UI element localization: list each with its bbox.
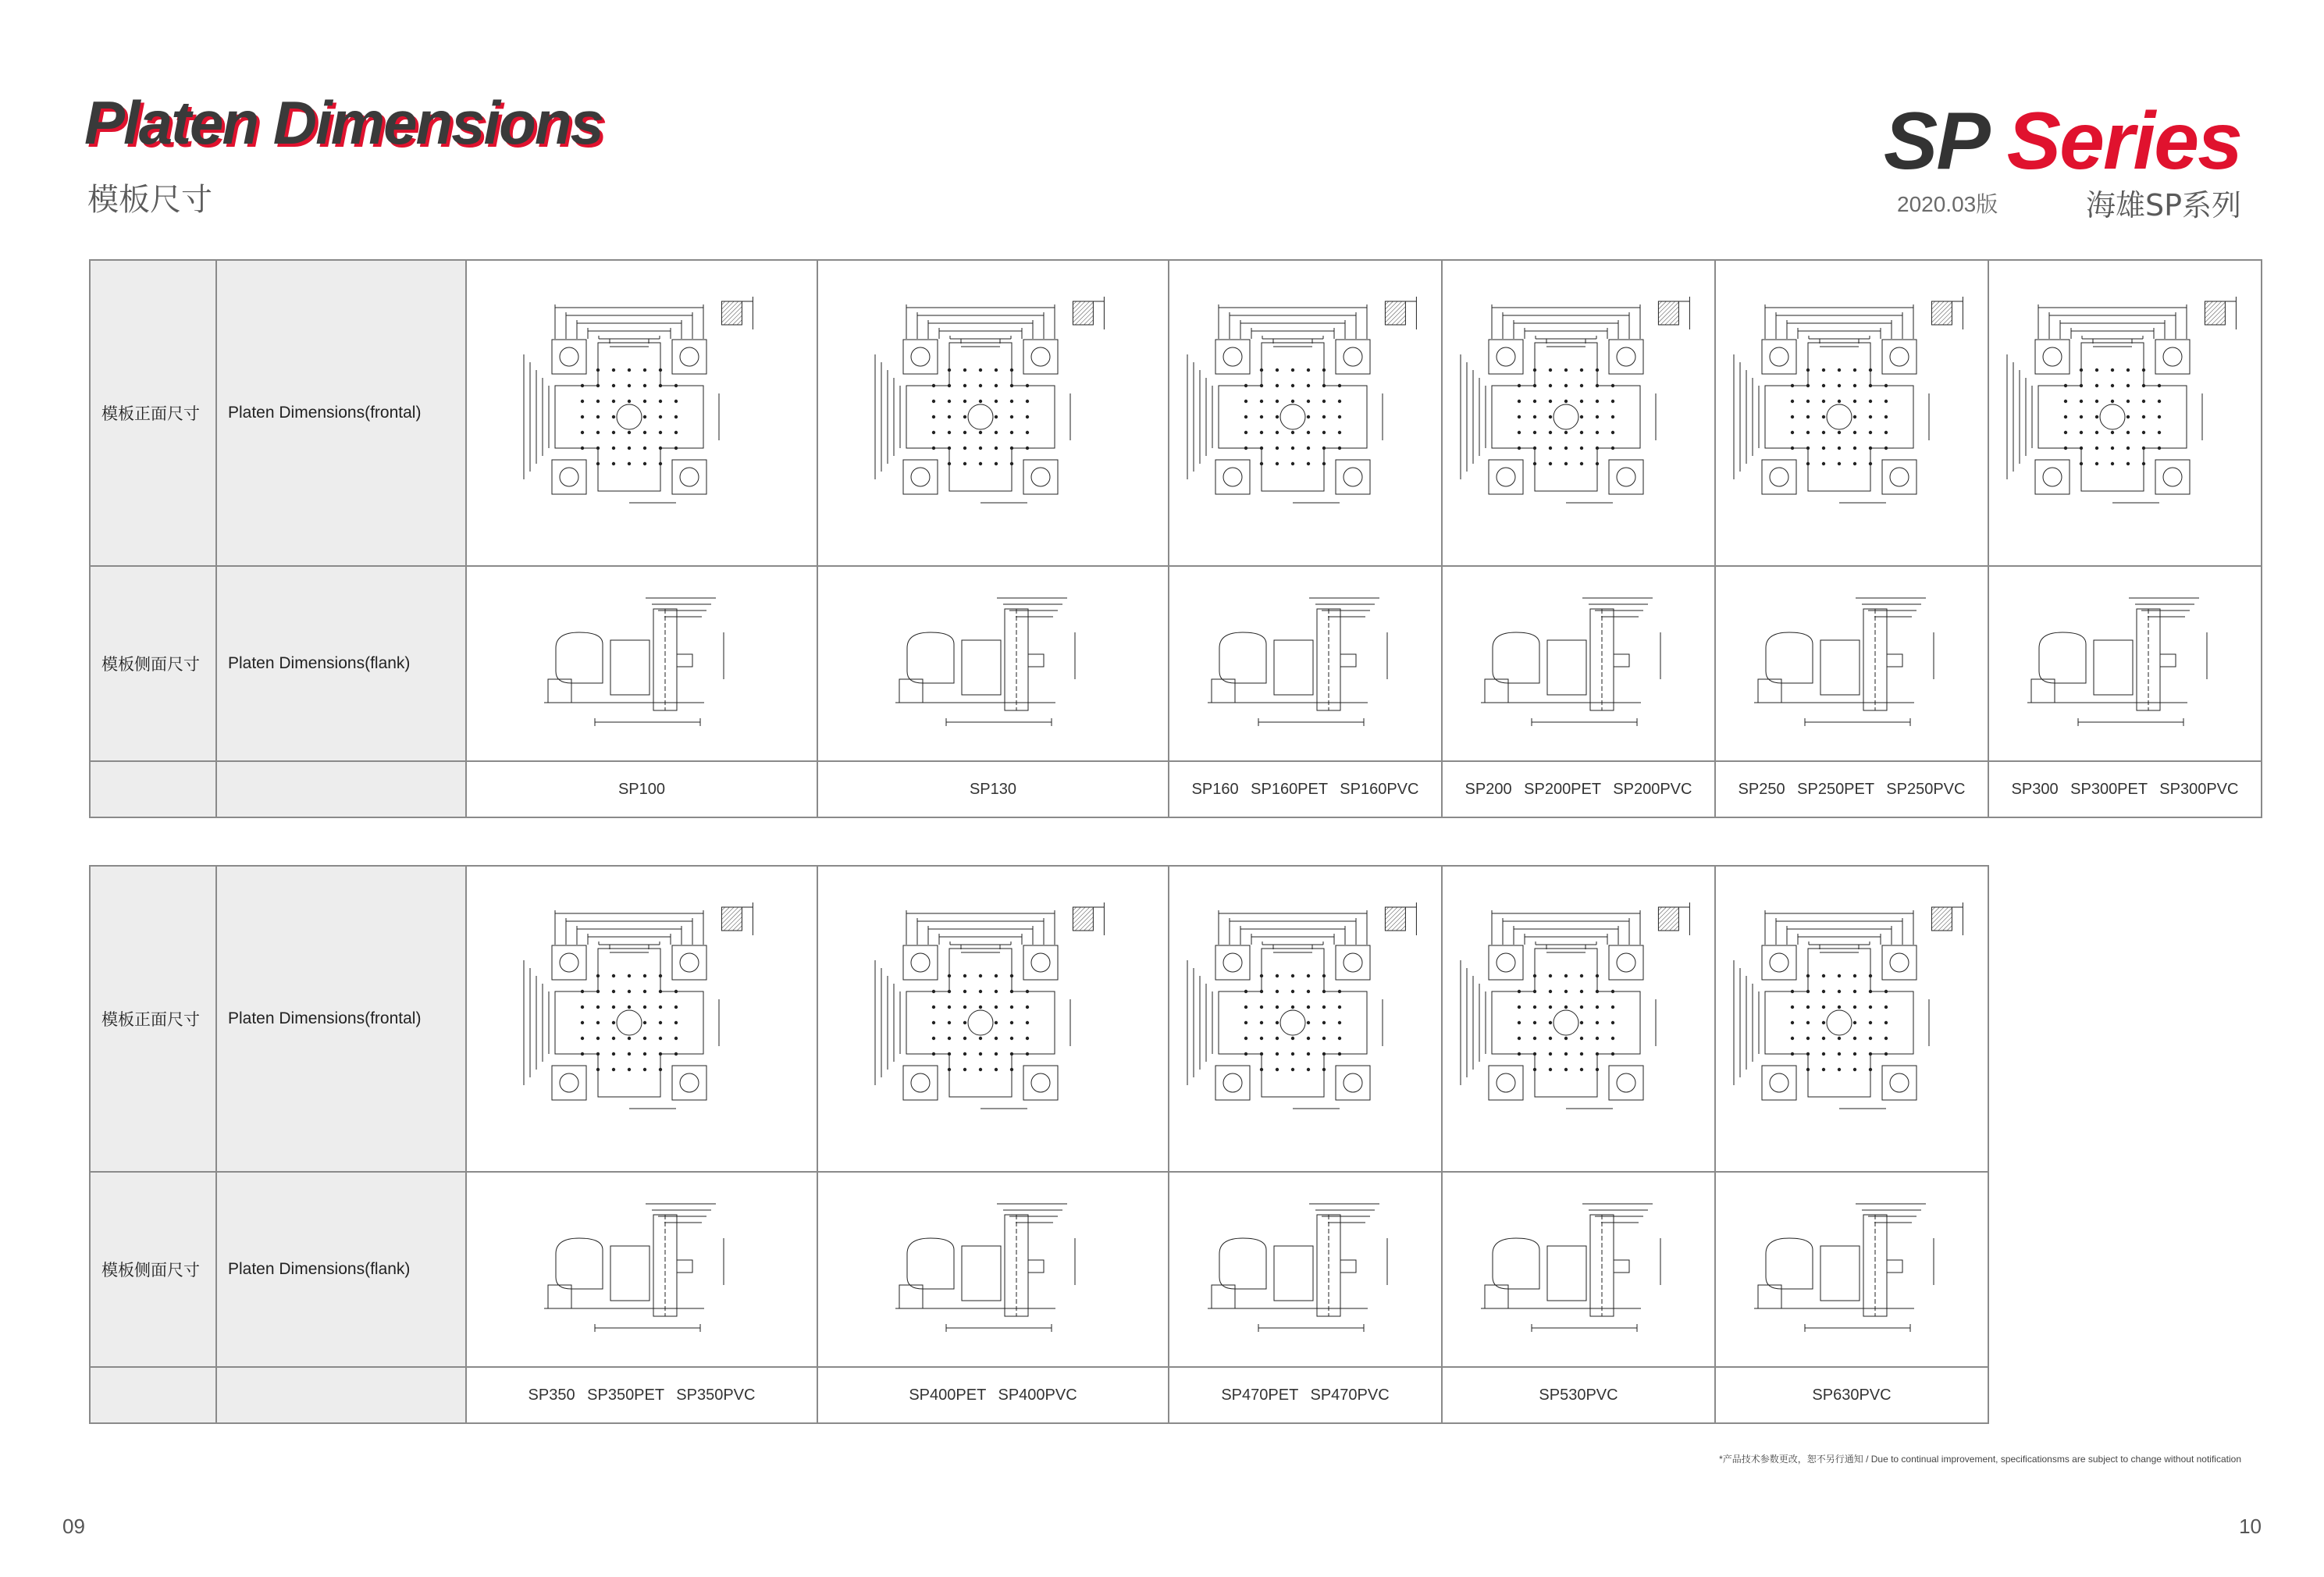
spec-table-2 xyxy=(89,865,1989,1424)
frontal-drawing xyxy=(817,866,1169,1172)
flank-label-en: Platen Dimensions(flank) xyxy=(216,566,466,761)
brand-prefix: SP xyxy=(1883,96,1986,187)
flank-drawing xyxy=(1169,1172,1442,1367)
model-name: SP130 xyxy=(817,761,1169,817)
model-name: SP630PVC xyxy=(1715,1367,1988,1423)
flank-drawing xyxy=(466,1172,817,1367)
frontal-platen-sketch xyxy=(1180,890,1430,1148)
model-label-empty xyxy=(216,761,466,817)
flank-drawing xyxy=(466,566,817,761)
flank-label-en: Platen Dimensions(flank) xyxy=(216,1172,466,1367)
frontal-platen-sketch xyxy=(1454,890,1703,1148)
brand-suffix: Series xyxy=(2006,96,2241,187)
frontal-drawing xyxy=(1715,866,1988,1172)
page-number-right: 10 xyxy=(2239,1515,2262,1538)
frontal-drawing xyxy=(1988,260,2262,566)
frontal-platen-sketch xyxy=(1727,284,1977,542)
frontal-drawing xyxy=(1169,866,1442,1172)
model-name: SP250 SP250PET SP250PVC xyxy=(1715,761,1988,817)
flank-drawing xyxy=(1442,1172,1715,1367)
flank-row xyxy=(90,1172,1988,1367)
flank-platen-sketch xyxy=(1180,1191,1430,1347)
frontal-row xyxy=(90,260,2262,566)
frontal-platen-sketch xyxy=(1727,890,1977,1148)
frontal-drawing xyxy=(1442,260,1715,566)
flank-platen-sketch xyxy=(868,1191,1118,1347)
model-name: SP160 SP160PET SP160PVC xyxy=(1169,761,1442,817)
brand-logo xyxy=(1884,95,2241,188)
frontal-platen-sketch xyxy=(1180,284,1430,542)
frontal-label-zh: 模板正面尺寸 xyxy=(90,866,216,1172)
frontal-drawing xyxy=(1715,260,1988,566)
page-title-zh: 模板尺寸 xyxy=(87,182,212,218)
flank-platen-sketch xyxy=(1454,1191,1703,1347)
frontal-platen-sketch xyxy=(868,890,1118,1148)
flank-platen-sketch xyxy=(868,586,1118,742)
flank-platen-sketch xyxy=(1727,586,1977,742)
flank-drawing xyxy=(1169,566,1442,761)
frontal-label-zh: 模板正面尺寸 xyxy=(90,260,216,566)
model-label-empty xyxy=(216,1367,466,1423)
flank-drawing xyxy=(817,1172,1169,1367)
model-name: SP530PVC xyxy=(1442,1367,1715,1423)
flank-platen-sketch xyxy=(517,1191,767,1347)
flank-drawing xyxy=(1442,566,1715,761)
model-label-empty xyxy=(90,761,216,817)
flank-drawing xyxy=(817,566,1169,761)
page-title: Platen Dimensions xyxy=(84,88,603,157)
edition-label: 2020.03版 xyxy=(1897,192,1998,216)
flank-platen-sketch xyxy=(1727,1191,1977,1347)
model-name: SP400PET SP400PVC xyxy=(817,1367,1169,1423)
frontal-label-en: Platen Dimensions(frontal) xyxy=(216,260,466,566)
frontal-drawing xyxy=(817,260,1169,566)
flank-label-zh: 模板侧面尺寸 xyxy=(90,566,216,761)
spec-table-1 xyxy=(89,259,2262,818)
frontal-platen-sketch xyxy=(868,284,1118,542)
flank-label-zh: 模板侧面尺寸 xyxy=(90,1172,216,1367)
model-name: SP200 SP200PET SP200PVC xyxy=(1442,761,1715,817)
frontal-row xyxy=(90,866,1988,1172)
flank-platen-sketch xyxy=(517,586,767,742)
model-name: SP470PET SP470PVC xyxy=(1169,1367,1442,1423)
flank-platen-sketch xyxy=(2000,586,2250,742)
flank-drawing xyxy=(1715,1172,1988,1367)
frontal-drawing xyxy=(466,260,817,566)
model-name: SP350 SP350PET SP350PVC xyxy=(466,1367,817,1423)
flank-drawing xyxy=(1988,566,2262,761)
model-row xyxy=(90,761,2262,817)
model-name: SP100 xyxy=(466,761,817,817)
model-label-empty xyxy=(90,1367,216,1423)
page-number-left: 09 xyxy=(62,1515,85,1538)
flank-platen-sketch xyxy=(1454,586,1703,742)
frontal-drawing xyxy=(1169,260,1442,566)
frontal-platen-sketch xyxy=(1454,284,1703,542)
frontal-drawing xyxy=(466,866,817,1172)
flank-platen-sketch xyxy=(1180,586,1430,742)
model-row xyxy=(90,1367,1988,1423)
brand-zh: 海雄SP系列 xyxy=(2085,188,2241,222)
model-name: SP300 SP300PET SP300PVC xyxy=(1988,761,2262,817)
frontal-drawing xyxy=(1442,866,1715,1172)
disclaimer-note: *产品技术参数更改，恕不另行通知 / Due to continual improvement, specificationsms are subject to change without notification xyxy=(1719,1454,2241,1465)
frontal-platen-sketch xyxy=(517,284,767,542)
flank-row xyxy=(90,566,2262,761)
frontal-platen-sketch xyxy=(2000,284,2250,542)
frontal-platen-sketch xyxy=(517,890,767,1148)
frontal-label-en: Platen Dimensions(frontal) xyxy=(216,866,466,1172)
flank-drawing xyxy=(1715,566,1988,761)
